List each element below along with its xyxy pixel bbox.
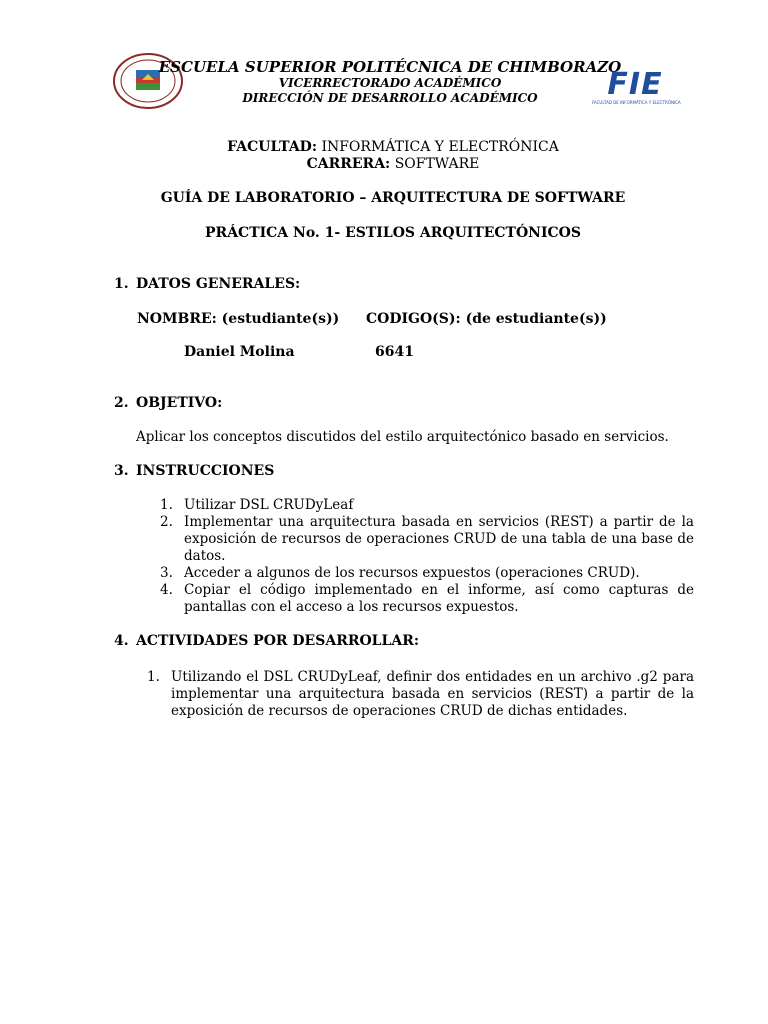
list-item-number: 1. — [147, 669, 160, 685]
section-3-title: INSTRUCCIONES — [136, 463, 275, 479]
section-1-heading — [114, 276, 300, 292]
facultad-line — [0, 139, 768, 155]
fie-logo-caption: FACULTAD DE INFORMÁTICA Y ELECTRÓNICA — [592, 100, 681, 105]
objective-text: Aplicar los conceptos discutidos del estilo arquitectónico basado en servicios. — [136, 429, 669, 445]
facultad-value: INFORMÁTICA Y ELECTRÓNICA — [321, 139, 559, 155]
direccion-line: DIRECCIÓN DE DESARROLLO ACADÉMICO — [242, 91, 538, 105]
institution-name: ESCUELA SUPERIOR POLITÉCNICA DE CHIMBORAZO — [158, 58, 622, 76]
list-item-number: 4. — [160, 582, 173, 598]
vicerrectorado-line: VICERRECTORADO ACADÉMICO — [278, 76, 502, 90]
list-item-number: 1. — [160, 497, 173, 513]
list-item — [160, 565, 694, 582]
carrera-line — [0, 156, 768, 172]
activities-list — [147, 669, 694, 720]
section-1-title: DATOS GENERALES: — [136, 276, 301, 292]
instructions-list — [160, 497, 694, 616]
carrera-label: CARRERA: — [306, 156, 391, 172]
list-item-text: Implementar una arquitectura basada en servicios (REST) a partir de la exposición de recursos de operaciones CRUD de una tabla de una base de datos. — [184, 514, 694, 564]
name-header: NOMBRE: (estudiante(s)) — [137, 311, 340, 327]
section-4-title: ACTIVIDADES POR DESARROLLAR: — [136, 633, 420, 649]
practice-title: PRÁCTICA No. 1- ESTILOS ARQUITECTÓNICOS — [205, 225, 581, 241]
section-3-heading — [114, 463, 274, 479]
section-3-number: 3. — [114, 463, 129, 479]
code-header: CODIGO(S): (de estudiante(s)) — [366, 311, 607, 327]
guide-title: GUÍA DE LABORATORIO – ARQUITECTURA DE SOFTWARE — [160, 190, 626, 206]
list-item-text: Utilizando el DSL CRUDyLeaf, definir dos entidades en un archivo .g2 para implementar una arquitectura basada en servicios (REST) a partir de la exposición de recursos de operaciones CRUD de dichas entidades. — [171, 669, 694, 719]
section-2-number: 2. — [114, 395, 129, 411]
list-item — [160, 582, 694, 616]
carrera-value: SOFTWARE — [394, 156, 480, 172]
section-2-title: OBJETIVO: — [136, 395, 223, 411]
student-name: Daniel Molina — [184, 344, 295, 360]
list-item-text: Utilizar DSL CRUDyLeaf — [184, 497, 354, 513]
list-item-number: 2. — [160, 514, 173, 530]
section-4-number: 4. — [114, 633, 129, 649]
list-item — [160, 514, 694, 565]
facultad-label: FACULTAD: — [227, 139, 317, 155]
section-1-number: 1. — [114, 276, 129, 292]
list-item — [147, 669, 694, 720]
fie-logo — [592, 67, 681, 110]
list-item-text: Copiar el código implementado en el informe, así como capturas de pantallas con el acceso a los recursos expuestos. — [184, 582, 694, 615]
list-item-text: Acceder a algunos de los recursos expuestos (operaciones CRUD). — [184, 565, 640, 581]
section-4-heading — [114, 633, 419, 649]
fie-logo-mark: FIE — [607, 67, 663, 102]
student-code: 6641 — [375, 344, 414, 360]
list-item — [160, 497, 694, 514]
section-2-heading — [114, 395, 222, 411]
list-item-number: 3. — [160, 565, 173, 581]
